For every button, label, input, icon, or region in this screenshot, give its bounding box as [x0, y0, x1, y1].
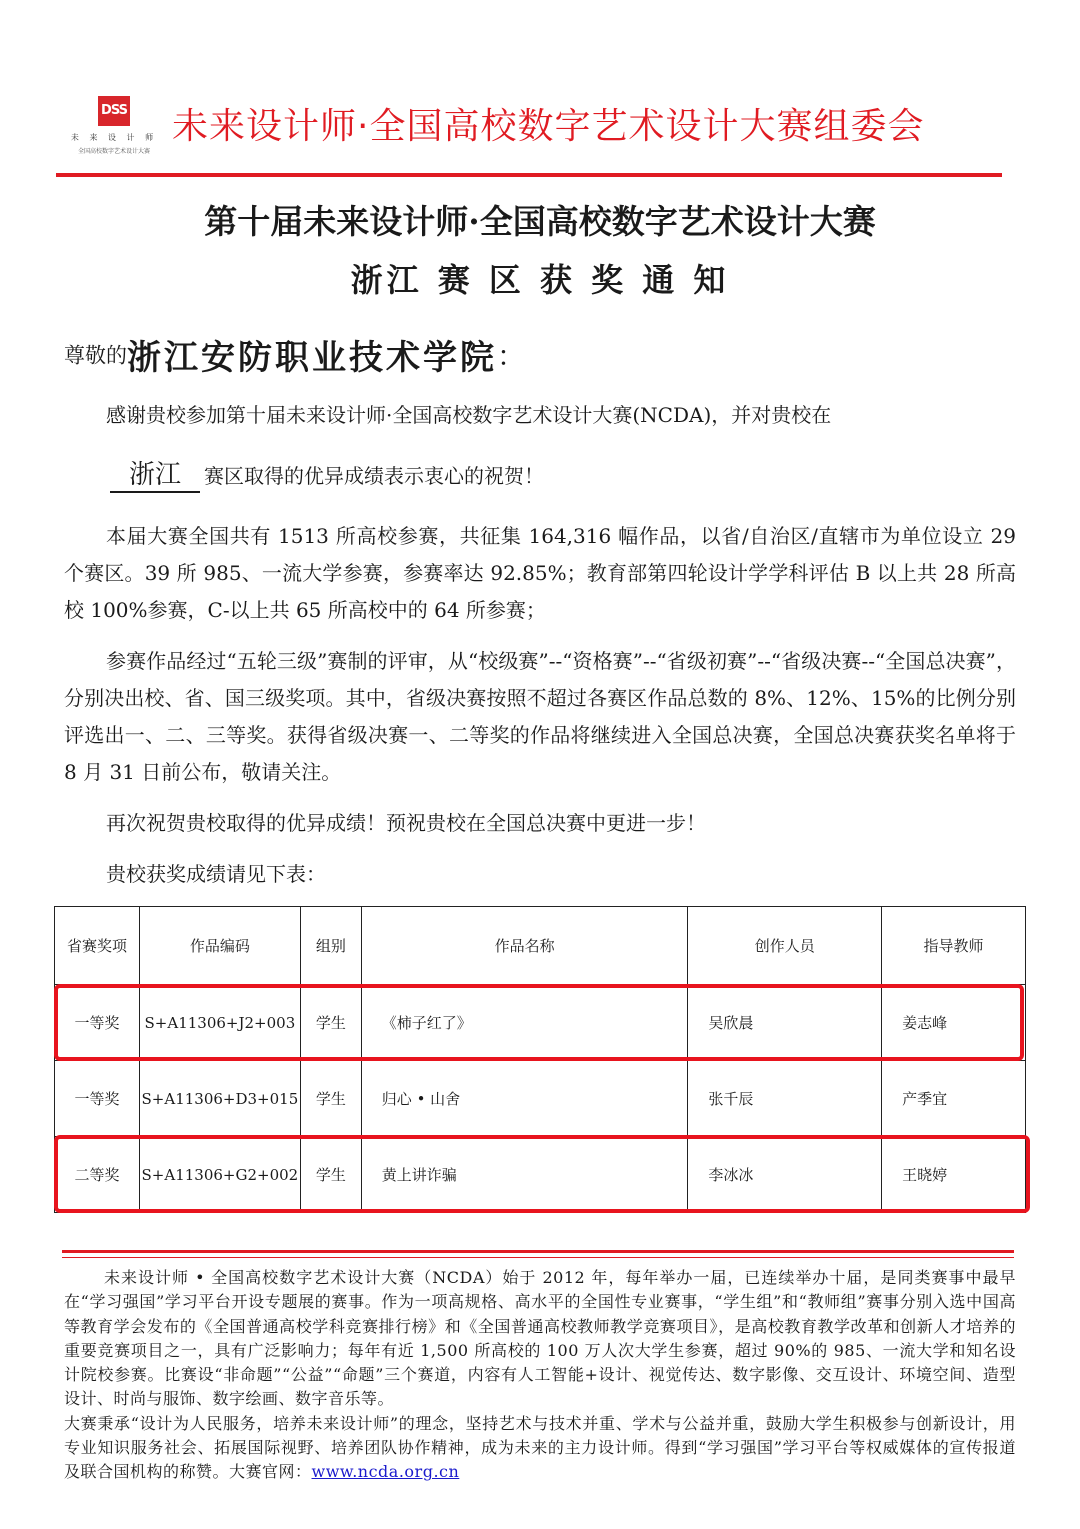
table-header-row	[55, 907, 1026, 985]
footer-paragraph-2	[64, 1412, 1016, 1485]
logo-characters: 未 来 设 计 师	[70, 133, 158, 142]
region-name: 浙江	[110, 459, 200, 493]
footer-paragraph-1: 未来设计师 • 全国高校数字艺术设计大赛（NCDA）始于 2012 年，每年举办一届，已连续举办十届，是同类赛事中最早在“学习强国”学习平台开设专题展的赛事。作为一项高规格、高水平的全国性专业赛事，“学生组”和“教师组”赛事分别入选中国高等教育学会发布的《全国普通高校学科竞赛排行榜》和《全国普通高校教师教学竞赛项目》，是高校教育教学改革和创新人才培养的重要竞赛项目之一，具有广泛影响力；每年有近 1,500 所高校的 100 万人次大学生参赛，超过 90%的 985、一流大学和知名设计院校参赛。比赛设“非命题”“公益”“命题”三个赛道，内容有人工智能+设计、视觉传达、数字影像、交互设计、环境空间、造型设计、时尚与服饰、数字绘画、数字音乐等。	[64, 1268, 1016, 1409]
cell-work-title: 归心 • 山舍	[361, 1061, 688, 1137]
highlight-box-row-3	[54, 1135, 1030, 1213]
header-divider	[56, 173, 1002, 177]
cell-group: 学生	[300, 1061, 361, 1137]
header-work-title: 作品名称	[361, 907, 688, 985]
footer-paragraph-2-text: 大赛秉承“设计为人民服务，培养未来设计师”的理念，坚持艺术与技术并重、学术与公益并重，鼓励大学生积极参与创新设计，用专业知识服务社会、拓展国际视野、培养团队协作精神，成为未来的主力设计师。得到“学习强国”学习平台等权威媒体的宣传报道及联合国机构的称赞。大赛官网：	[64, 1413, 1016, 1482]
cell-creators: 吴欣晨	[688, 985, 882, 1061]
logo-mark: DSS	[98, 96, 130, 126]
logo-subtitle: 全国高校数字艺术设计大赛	[77, 148, 150, 155]
cell-advisor: 产季宜	[882, 1061, 1026, 1137]
ncda-logo	[68, 96, 160, 160]
cell-work-title: 黄上讲诈骗	[361, 1137, 688, 1213]
cell-advisor: 姜志峰	[882, 985, 1026, 1061]
paragraph-statistics: 本届大赛全国共有 1513 所高校参赛，共征集 164,316 幅作品，以省/自治区/直辖市为单位设立 29 个赛区。39 所 985、一流大学参赛，参赛率达 92.85%；教育部第四轮设计学学科评估 B 以上共 28 所高校 100%参赛，C-以上共 65 所高校中的 64 所参赛；	[64, 524, 1016, 622]
footer-divider-thick	[62, 1250, 1014, 1253]
document-title: 第十届未来设计师·全国高校数字艺术设计大赛	[204, 202, 876, 241]
document-subtitle: 浙江 赛 区 获 奖 通 知	[350, 261, 730, 299]
paragraph-thanks: 感谢贵校参加第十届未来设计师·全国高校数字艺术设计大赛(NCDA)，并对贵校在	[106, 403, 832, 427]
cell-award: 一等奖	[55, 1061, 140, 1137]
greeting-colon: ：	[497, 339, 526, 373]
cell-group: 学生	[300, 1137, 361, 1213]
header-creators: 创作人员	[688, 907, 882, 985]
cell-work-title: 《柿子红了》	[361, 985, 688, 1061]
highlight-box-row-1	[54, 984, 1024, 1061]
cell-creators: 张千辰	[688, 1061, 882, 1137]
greeting	[64, 330, 525, 379]
cell-code: S+A11306+G2+002	[139, 1137, 300, 1213]
greeting-prefix: 尊敬的	[64, 343, 127, 368]
cell-award: 一等奖	[55, 985, 140, 1061]
footer-divider-thin	[62, 1257, 1014, 1258]
paragraph-review-process: 参赛作品经过“五轮三级”赛制的评审，从“校级赛”--“资格赛”--“省级初赛”--“省级决赛--“全国总决赛”，分别决出校、省、国三级奖项。其中，省级决赛按照不超过各赛区作品总数的 8%、12%、15%的比例分别评选出一、二、三等奖。获得省级决赛一、二等奖的作品将继续进入全国总决赛，全国总决赛获奖名单将于 8 月 31 日前公布，敬请关注。	[64, 649, 1016, 784]
congrats-text: 赛区取得的优异成绩表示衷心的祝贺！	[204, 464, 544, 488]
cell-creators: 李冰冰	[688, 1137, 882, 1213]
paragraph-table-intro: 贵校获奖成绩请见下表：	[106, 862, 326, 886]
header-group: 组别	[300, 907, 361, 985]
footer-introduction	[64, 1266, 1016, 1485]
cell-code: S+A11306+D3+015	[139, 1061, 300, 1137]
header-advisor: 指导教师	[882, 907, 1026, 985]
cell-award: 二等奖	[55, 1137, 140, 1213]
cell-group: 学生	[300, 985, 361, 1061]
school-name: 浙江安防职业技术学院	[127, 338, 497, 378]
paragraph-congrats	[110, 459, 544, 493]
table-row	[55, 1061, 1026, 1137]
website-link[interactable]: www.ncda.org.cn	[311, 1462, 460, 1482]
header-award: 省赛奖项	[55, 907, 140, 985]
organizer-title: 未来设计师·全国高校数字艺术设计大赛组委会	[172, 106, 925, 147]
header-code: 作品编码	[139, 907, 300, 985]
cell-advisor: 王晓婷	[882, 1137, 1026, 1213]
paragraph-wishes: 再次祝贺贵校取得的优异成绩！预祝贵校在全国总决赛中更进一步！	[106, 811, 706, 835]
cell-code: S+A11306+J2+003	[139, 985, 300, 1061]
